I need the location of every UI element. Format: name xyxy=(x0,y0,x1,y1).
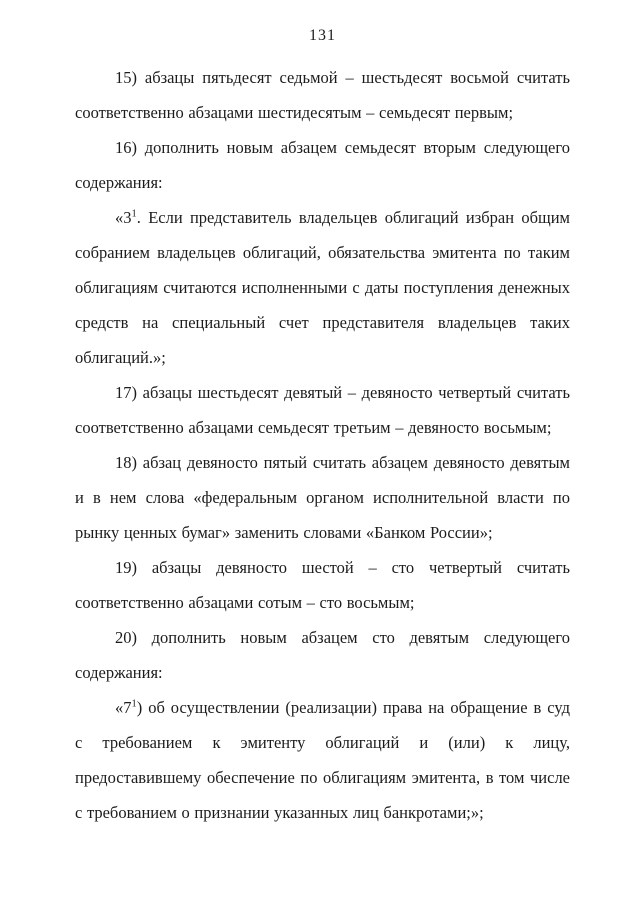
paragraph xyxy=(75,200,570,375)
paragraph-text: 19) абзацы девяносто шестой – сто четвертый считать соответственно абзацами сотым – сто восьмым; xyxy=(75,558,570,612)
paragraph-text: 18) абзац девяносто пятый считать абзацем девяносто девятым и в нем слова «федеральным органом исполнительной власти по рынку ценных бумаг» заменить словами «Банком России»; xyxy=(75,453,570,542)
paragraph-text: ) об осуществлении (реализации) права на обращение в суд с требованием к эмитенту облигаций и (или) к лицу, предоставившему обеспечение по облигациям эмитента, в том числе с требованием о признании указанных лиц банкротами;»; xyxy=(75,698,570,822)
paragraph xyxy=(75,690,570,830)
document-body xyxy=(75,60,570,830)
page-number: 131 xyxy=(309,27,336,44)
paragraph xyxy=(75,60,570,130)
paragraph xyxy=(75,550,570,620)
paragraph-text: 15) абзацы пятьдесят седьмой – шестьдесят восьмой считать соответственно абзацами шестидесятым – семьдесят первым; xyxy=(75,68,570,122)
paragraph-text: 17) абзацы шестьдесят девятый – девяносто четвертый считать соответственно абзацами семьдесят третьим – девяносто восьмым; xyxy=(75,383,570,437)
paragraph-text: 20) дополнить новым абзацем сто девятым следующего содержания: xyxy=(75,628,570,682)
paragraph-text: 16) дополнить новым абзацем семьдесят вторым следующего содержания: xyxy=(75,138,570,192)
superscript: 1 xyxy=(131,698,137,710)
paragraph-text: «3 xyxy=(115,208,132,227)
paragraph-text: . Если представитель владельцев облигаций избран общим собранием владельцев облигаций, обязательства эмитента по таким облигациям считаются исполненными с даты поступления денежных средств на специальный счет представителя владельцев таких облигаций.»; xyxy=(75,208,570,367)
paragraph xyxy=(75,445,570,550)
superscript: 1 xyxy=(131,208,137,220)
paragraph xyxy=(75,130,570,200)
paragraph-text: «7 xyxy=(115,698,132,717)
paragraph xyxy=(75,620,570,690)
paragraph xyxy=(75,375,570,445)
